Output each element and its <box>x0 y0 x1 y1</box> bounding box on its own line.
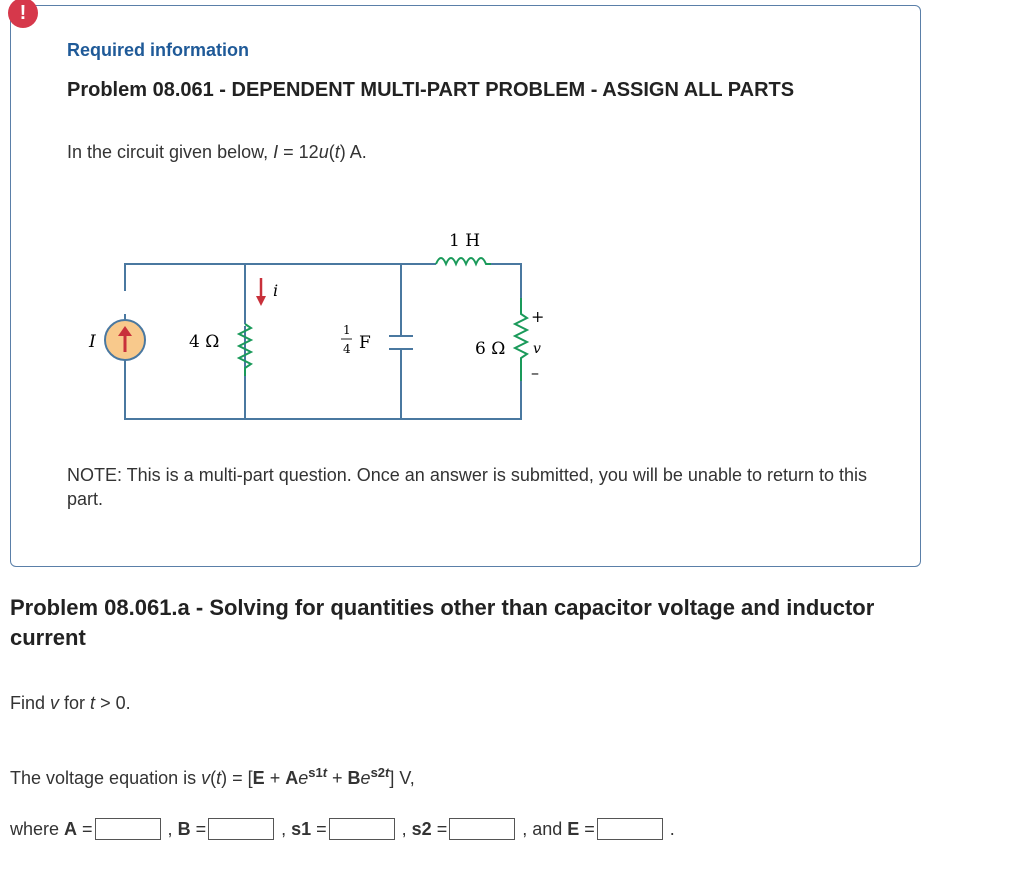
problem-intro: In the circuit given below, I = 12u(t) A. <box>67 142 367 162</box>
multi-part-note: NOTE: This is a multi-part question. Once an answer is submitted, you will be unable to return to this part. <box>67 465 868 509</box>
inductor-label: 1 H <box>449 231 481 251</box>
problem-title: Problem 08.061 - DEPENDENT MULTI-PART PROBLEM - ASSIGN ALL PARTS <box>67 79 795 101</box>
current-label: i <box>273 281 279 300</box>
required-info-heading: Required information <box>67 40 250 60</box>
voltage-equation: The voltage equation is $v(t) = [E + Ae^{s1t} + Be^{s2t}]$ V, <box>10 765 415 788</box>
alert-icon: ! <box>8 0 38 28</box>
required-info-panel <box>10 2 921 567</box>
answer-a-input[interactable] <box>95 818 161 840</box>
inductor <box>436 258 491 264</box>
cap-unit: F <box>359 333 371 353</box>
v-label: v <box>533 341 541 357</box>
current-arrow <box>256 278 266 306</box>
r2-label: 6 Ω <box>475 339 506 359</box>
answer-s2-input[interactable] <box>449 818 515 840</box>
v-minus: – <box>531 363 539 382</box>
answer-e-input[interactable] <box>597 818 663 840</box>
cap-numerator: 1 <box>343 323 351 337</box>
resistor-6ohm <box>515 298 527 381</box>
circuit-wires <box>125 264 521 419</box>
capacitor <box>389 336 413 349</box>
r1-label: 4 Ω <box>189 332 220 352</box>
cap-denominator: 4 <box>343 342 351 356</box>
answer-row: where A = , B = , s1 = , s2 = , and E = . <box>10 818 675 839</box>
find-instruction: Find v for t > 0. <box>10 693 131 713</box>
answer-s1-input[interactable] <box>329 818 395 840</box>
resistor-4ohm <box>239 324 251 376</box>
circuit-diagram <box>81 216 545 426</box>
current-source <box>105 320 145 360</box>
answer-b-input[interactable] <box>208 818 274 840</box>
part-title: Problem 08.061.a - Solving for quantities other than capacitor voltage and inductor current <box>10 595 875 650</box>
v-plus: + <box>531 307 545 326</box>
source-label: I <box>89 332 96 352</box>
